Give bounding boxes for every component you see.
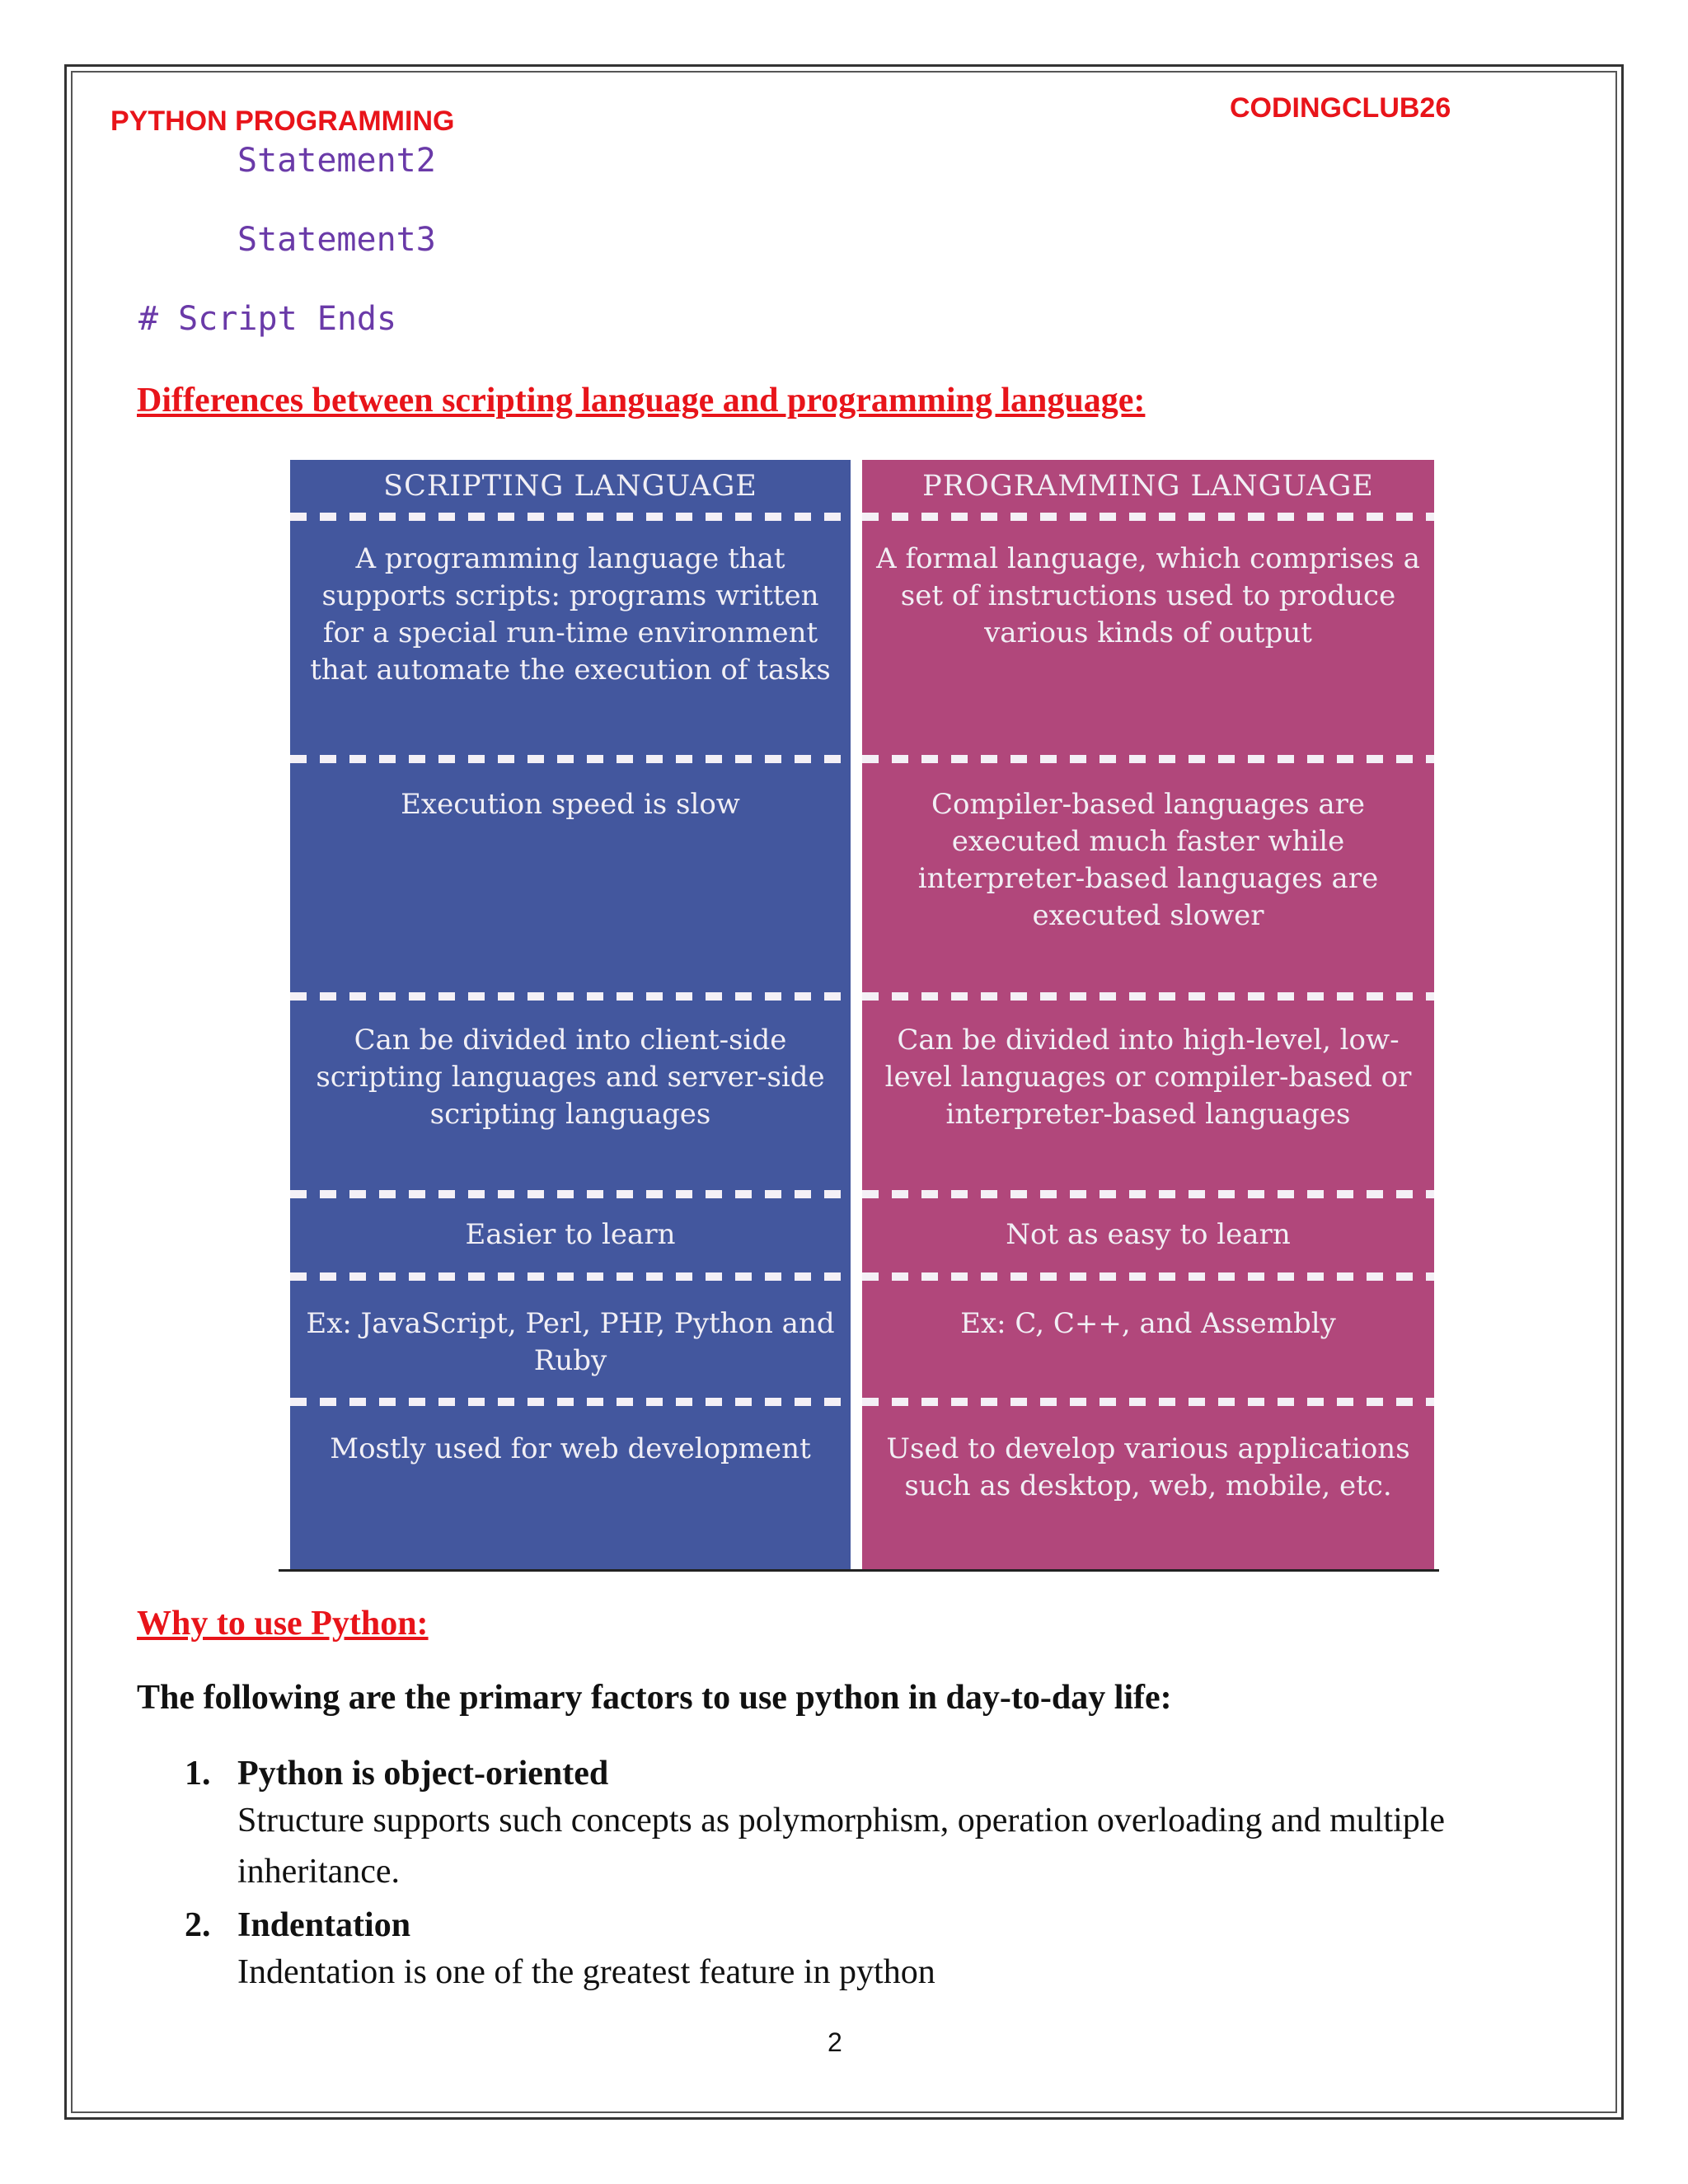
programming-cell: Can be divided into high-level, low-level languages or compiler-based or interpreter-based languages <box>884 1024 1412 1131</box>
code-line-statement3: Statement3 <box>237 221 436 259</box>
scripting-cell: Execution speed is slow <box>401 788 740 821</box>
factor-body: Structure supports such concepts as polymorphism, operation overloading and multiple inheritance. <box>237 1802 1446 1891</box>
scripting-header: SCRIPTING LANGUAGE <box>383 470 757 503</box>
programming-header: PROGRAMMING LANGUAGE <box>922 470 1374 503</box>
header-left: PYTHON PROGRAMMING <box>110 105 455 137</box>
scripting-cell: Mostly used for web development <box>330 1432 811 1465</box>
divider <box>290 755 851 763</box>
divider <box>862 1190 1434 1198</box>
divider <box>290 1398 851 1406</box>
factor-body: Indentation is one of the greatest feature in python <box>237 1953 935 1991</box>
programming-column <box>862 460 1434 1571</box>
programming-cell: Not as easy to learn <box>1006 1218 1291 1251</box>
divider <box>290 992 851 1001</box>
header-right: CODINGCLUB26 <box>1230 92 1451 124</box>
comparison-table <box>290 460 1434 1571</box>
factor-number: 2. <box>185 1906 211 1944</box>
divider <box>290 1190 851 1198</box>
programming-cell: A formal language, which comprises a set of instructions used to produce various kinds of output <box>876 542 1420 649</box>
divider <box>290 513 851 521</box>
why-python-heading: Why to use Python: <box>137 1605 429 1643</box>
code-line-statement2: Statement2 <box>237 142 436 180</box>
page-number: 2 <box>828 2027 842 2057</box>
divider <box>862 1398 1434 1406</box>
scripting-cell: A programming language that supports scripts: programs written for a special run-time environment that automate the execution of tasks <box>310 542 831 687</box>
programming-cell: Used to develop various applications such as desktop, web, mobile, etc. <box>886 1432 1410 1502</box>
table-baseline <box>279 1569 1439 1572</box>
factor-number: 1. <box>185 1755 211 1793</box>
scripting-column <box>290 460 851 1571</box>
divider <box>862 992 1434 1001</box>
divider <box>862 513 1434 521</box>
programming-cell: Ex: C, C++, and Assembly <box>960 1307 1336 1340</box>
differences-heading: Differences between scripting language and programming language: <box>137 382 1146 419</box>
scripting-cell: Easier to learn <box>465 1218 676 1251</box>
factor-title: Indentation <box>237 1906 411 1944</box>
factor-title: Python is object-oriented <box>237 1755 609 1793</box>
programming-cell: Compiler-based languages are executed much faster while interpreter-based languages are executed slower <box>917 788 1379 932</box>
divider <box>290 1272 851 1281</box>
divider <box>862 1272 1434 1281</box>
code-line-script-ends: # Script Ends <box>138 300 397 338</box>
divider <box>862 755 1434 763</box>
intro-text: The following are the primary factors to use python in day-to-day life: <box>137 1679 1172 1717</box>
scripting-cell: Ex: JavaScript, Perl, PHP, Python and Ruby <box>306 1307 835 1377</box>
scripting-cell: Can be divided into client-side scripting languages and server-side scripting languages <box>316 1024 825 1131</box>
